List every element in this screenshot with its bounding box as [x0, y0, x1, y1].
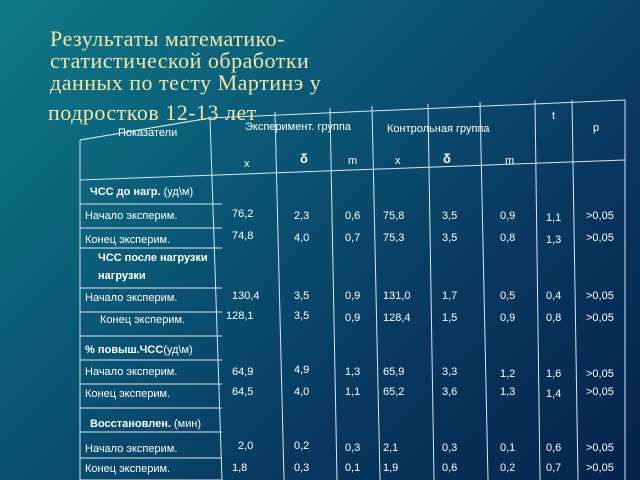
header-control-group: Контрольная группа: [387, 123, 490, 135]
table-cell: 64,9: [232, 366, 254, 378]
row-label: Конец эксперим.: [85, 234, 171, 246]
table-cell: >0,05: [586, 290, 614, 302]
table-cell: 0,9: [500, 210, 516, 222]
table-cell: 0,6: [442, 462, 458, 474]
table-cell: >0,05: [586, 210, 614, 222]
header-x-exp: х: [244, 158, 250, 170]
table-cell: 3,5: [294, 310, 310, 322]
table-cell: >0,05: [586, 442, 614, 454]
table-cell: 1,6: [546, 368, 562, 380]
table-cell: 128,1: [226, 310, 254, 322]
header-p: p: [593, 122, 600, 134]
table-cell: 74,8: [232, 230, 254, 242]
header-m-exp: m: [348, 155, 358, 167]
table-cell: 1,8: [232, 462, 248, 474]
header-m-control: m: [505, 155, 515, 167]
row-label: Конец эксперим.: [85, 463, 171, 475]
row-label: Начало эксперим.: [85, 210, 178, 222]
table-cell: 1,3: [546, 234, 562, 246]
table-cell: 1,1: [546, 212, 562, 224]
title-line: данных по тесту Мартинэ у: [50, 70, 322, 95]
table-cell: 131,0: [383, 290, 411, 302]
header-delta-control: δ: [443, 151, 451, 166]
section-label-hr-increase: % повыш.ЧСС(уд\м): [85, 344, 193, 356]
header-t: t: [552, 110, 556, 122]
table-cell: 3,3: [442, 366, 458, 378]
section-label-hr-after: ЧСС после нагрузки: [98, 252, 208, 264]
header-delta-exp: δ: [300, 151, 308, 166]
table-cell: >0,05: [586, 232, 614, 244]
section-label-recovery: Восстановлен. (мин): [90, 418, 202, 430]
title-line: статистической обработки: [50, 48, 310, 73]
table-cell: 65,2: [383, 386, 405, 398]
table-cell: 75,3: [383, 232, 405, 244]
row-label: Начало эксперим.: [85, 366, 178, 378]
row-label: Конец эксперим.: [85, 388, 171, 400]
table-cell: 0,1: [345, 462, 361, 474]
table-cell: >0,05: [586, 386, 614, 398]
table-cell: 0,1: [500, 442, 516, 454]
section-label-hr-before: ЧСС до нагр. (уд\м): [90, 186, 194, 198]
table-cell: 0,7: [546, 462, 562, 474]
table-cell: >0,05: [586, 312, 614, 324]
table-cell: 0,2: [294, 440, 310, 452]
table-cell: 76,2: [232, 208, 254, 220]
table-cell: 1,2: [500, 368, 516, 380]
table-cell: 1,1: [345, 386, 361, 398]
table-cell: 1,9: [383, 462, 399, 474]
table-cell: 0,8: [546, 312, 562, 324]
table-cell: 64,5: [232, 386, 254, 398]
table-cell: 0,9: [500, 312, 516, 324]
title-line: подростков 12-13 лет: [48, 100, 257, 125]
table-cell: 0,3: [442, 442, 458, 454]
table-cell: 0,5: [500, 290, 516, 302]
table-cell: 130,4: [232, 290, 260, 302]
table-cell: 0,3: [345, 442, 361, 454]
header-exp-group: Эксперимент. группа: [245, 121, 351, 133]
table-cell: 0,8: [500, 232, 516, 244]
table-cell: 3,5: [442, 210, 458, 222]
table-cell: 65,9: [383, 366, 405, 378]
table-cell: >0,05: [586, 462, 614, 474]
title-line: Результаты математико-: [50, 26, 285, 51]
table-cell: 0,3: [294, 462, 310, 474]
row-label: Конец эксперим.: [100, 314, 186, 326]
header-indicators: Показатели: [118, 127, 178, 139]
table-cell: 3,5: [294, 290, 310, 302]
table-cell: 0,9: [345, 290, 361, 302]
section-unit-hr-after: нагрузки: [98, 270, 146, 282]
table-cell: 1,3: [345, 366, 361, 378]
table-cell: 2,1: [383, 442, 399, 454]
table-cell: 3,5: [442, 232, 458, 244]
table-cell: 3,6: [442, 386, 458, 398]
table-cell: 0,2: [500, 462, 516, 474]
table-cell: 75,8: [383, 210, 405, 222]
table-cell: 1,3: [500, 386, 516, 398]
table-cell: 1,4: [546, 388, 562, 400]
header-x-control: х: [395, 155, 401, 167]
table-cell: 0,6: [345, 210, 361, 222]
table-cell: 0,6: [546, 442, 562, 454]
page-title: [48, 26, 590, 125]
table-cell: 4,9: [294, 364, 310, 376]
table-cell: 0,7: [345, 232, 361, 244]
row-label: Начало эксперим.: [85, 443, 178, 455]
table-cell: 128,4: [383, 312, 411, 324]
table-cell: 2,3: [294, 210, 310, 222]
table-cell: >0,05: [586, 368, 614, 380]
table-cell: 4,0: [294, 232, 310, 244]
table-cell: 1,5: [442, 312, 458, 324]
table-cell: 4,0: [294, 386, 310, 398]
table-cell: 1,7: [442, 290, 458, 302]
row-label: Начало эксперим.: [85, 292, 178, 304]
table-cell: 0,9: [345, 312, 361, 324]
table-cell: 0,4: [546, 290, 562, 302]
table-cell: 2,0: [238, 440, 254, 452]
